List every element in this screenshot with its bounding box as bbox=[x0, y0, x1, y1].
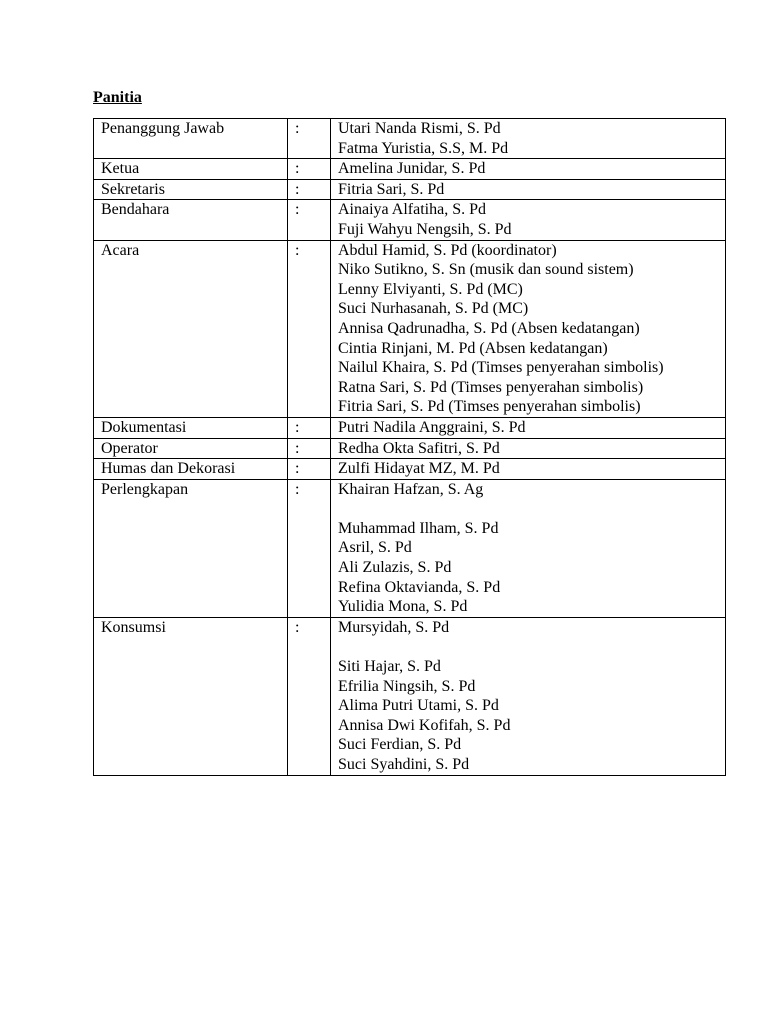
member-name: Fuji Wahyu Nengsih, S. Pd bbox=[338, 220, 512, 238]
colon-separator: : bbox=[295, 460, 300, 478]
names-cell bbox=[331, 479, 726, 617]
member-name: Annisa Qadrunadha, S. Pd (Absen kedatangan) bbox=[338, 319, 640, 337]
role-cell bbox=[94, 200, 288, 240]
member-name: Annisa Dwi Kofifah, S. Pd bbox=[338, 716, 511, 734]
role-label: Perlengkapan bbox=[101, 480, 189, 498]
role-cell bbox=[94, 479, 288, 617]
table-row bbox=[94, 459, 726, 480]
member-name: Refina Oktavianda, S. Pd bbox=[338, 578, 501, 596]
separator-cell bbox=[288, 179, 331, 200]
colon-separator: : bbox=[295, 618, 300, 636]
member-name: Utari Nanda Rismi, S. Pd bbox=[338, 120, 501, 137]
role-cell bbox=[94, 417, 288, 438]
table-row bbox=[94, 179, 726, 200]
table-row bbox=[94, 200, 726, 240]
separator-cell bbox=[288, 438, 331, 459]
names-cell bbox=[331, 240, 726, 417]
names-cell bbox=[331, 179, 726, 200]
table-row bbox=[94, 240, 726, 417]
member-name: Redha Okta Safitri, S. Pd bbox=[338, 439, 500, 457]
separator-cell bbox=[288, 240, 331, 417]
member-name: Muhammad Ilham, S. Pd bbox=[338, 519, 499, 537]
role-label: Penanggung Jawab bbox=[101, 120, 225, 137]
member-name: Asril, S. Pd bbox=[338, 539, 412, 557]
role-label: Operator bbox=[101, 439, 158, 457]
member-name: Abdul Hamid, S. Pd (koordinator) bbox=[338, 241, 557, 259]
member-name: Niko Sutikno, S. Sn (musik dan sound sistem) bbox=[338, 261, 634, 279]
table-row bbox=[94, 159, 726, 180]
member-name: Ali Zulazis, S. Pd bbox=[338, 559, 452, 577]
names-cell bbox=[331, 417, 726, 438]
role-label: Bendahara bbox=[101, 201, 170, 219]
member-name: Khairan Hafzan, S. Ag bbox=[338, 480, 484, 498]
role-cell bbox=[94, 159, 288, 180]
role-label: Ketua bbox=[101, 160, 140, 178]
colon-separator: : bbox=[295, 241, 300, 259]
member-name: Yulidia Mona, S. Pd bbox=[338, 598, 468, 616]
role-label: Konsumsi bbox=[101, 618, 166, 636]
role-cell bbox=[94, 617, 288, 775]
names-cell bbox=[331, 200, 726, 240]
member-name: Alima Putri Utami, S. Pd bbox=[338, 697, 499, 715]
table-row bbox=[94, 479, 726, 617]
colon-separator: : bbox=[295, 120, 300, 137]
colon-separator: : bbox=[295, 439, 300, 457]
role-cell bbox=[94, 119, 288, 159]
separator-cell bbox=[288, 417, 331, 438]
role-cell bbox=[94, 179, 288, 200]
role-cell bbox=[94, 438, 288, 459]
member-name: Putri Nadila Anggraini, S. Pd bbox=[338, 418, 526, 436]
member-name bbox=[338, 499, 725, 519]
member-name: Suci Nurhasanah, S. Pd (MC) bbox=[338, 300, 529, 318]
member-name: Zulfi Hidayat MZ, M. Pd bbox=[338, 460, 500, 478]
role-label: Sekretaris bbox=[101, 180, 165, 198]
role-cell bbox=[94, 459, 288, 480]
member-name: Siti Hajar, S. Pd bbox=[338, 658, 441, 676]
page-title: Panitia bbox=[93, 89, 142, 106]
names-cell bbox=[331, 119, 726, 159]
names-cell bbox=[331, 438, 726, 459]
separator-cell bbox=[288, 119, 331, 159]
member-name: Ainaiya Alfatiha, S. Pd bbox=[338, 201, 486, 219]
separator-cell bbox=[288, 159, 331, 180]
table-row bbox=[94, 438, 726, 459]
names-cell bbox=[331, 617, 726, 775]
role-label: Humas dan Dekorasi bbox=[101, 460, 236, 478]
member-name: Mursyidah, S. Pd bbox=[338, 618, 450, 636]
separator-cell bbox=[288, 459, 331, 480]
member-name: Cintia Rinjani, M. Pd (Absen kedatangan) bbox=[338, 339, 608, 357]
separator-cell bbox=[288, 617, 331, 775]
member-name: Efrilia Ningsih, S. Pd bbox=[338, 677, 476, 695]
committee-table bbox=[93, 118, 726, 776]
names-cell bbox=[331, 459, 726, 480]
member-name: Fitria Sari, S. Pd (Timses penyerahan simbolis) bbox=[338, 398, 641, 416]
member-name: Lenny Elviyanti, S. Pd (MC) bbox=[338, 280, 523, 298]
member-name: Fitria Sari, S. Pd bbox=[338, 180, 445, 198]
member-name: Nailul Khaira, S. Pd (Timses penyerahan simbolis) bbox=[338, 359, 664, 377]
role-label: Dokumentasi bbox=[101, 418, 187, 436]
role-label: Acara bbox=[101, 241, 140, 259]
colon-separator: : bbox=[295, 180, 300, 198]
member-name bbox=[338, 637, 725, 657]
table-row bbox=[94, 417, 726, 438]
member-name: Suci Ferdian, S. Pd bbox=[338, 736, 462, 754]
member-name: Fatma Yuristia, S.S, M. Pd bbox=[338, 139, 509, 157]
committee-table-body bbox=[94, 119, 726, 776]
table-row bbox=[94, 119, 726, 159]
colon-separator: : bbox=[295, 160, 300, 178]
table-row bbox=[94, 617, 726, 775]
member-name: Ratna Sari, S. Pd (Timses penyerahan simbolis) bbox=[338, 378, 644, 396]
colon-separator: : bbox=[295, 418, 300, 436]
colon-separator: : bbox=[295, 480, 300, 498]
names-cell bbox=[331, 159, 726, 180]
member-name: Suci Syahdini, S. Pd bbox=[338, 756, 470, 773]
colon-separator: : bbox=[295, 201, 300, 219]
member-name: Amelina Junidar, S. Pd bbox=[338, 160, 486, 178]
separator-cell bbox=[288, 200, 331, 240]
role-cell bbox=[94, 240, 288, 417]
separator-cell bbox=[288, 479, 331, 617]
